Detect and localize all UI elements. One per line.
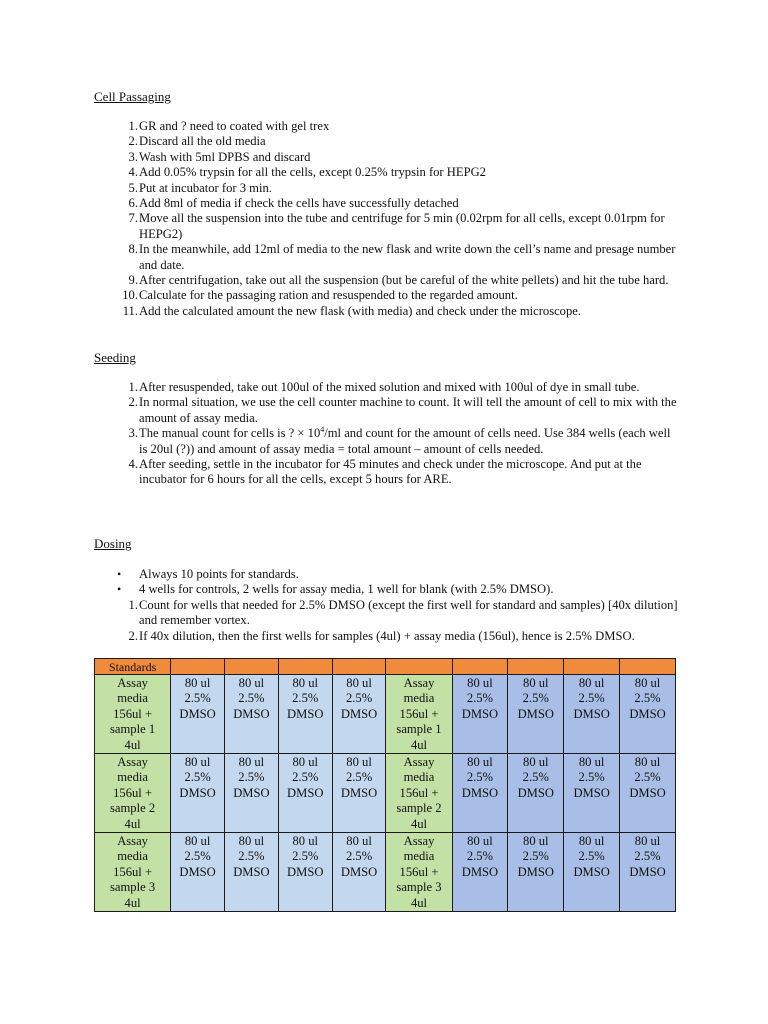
dmso-well-cell: 80 ul 2.5% DMSO: [225, 754, 279, 833]
dmso-well-cell: 80 ul 2.5% DMSO: [171, 754, 225, 833]
bullet-icon: •: [117, 582, 122, 597]
dmso-well-cell: 80 ul 2.5% DMSO: [225, 675, 279, 754]
dmso-well-cell: 80 ul 2.5% DMSO: [564, 833, 620, 912]
list-item: 3. Wash with 5ml DPBS and discard: [128, 149, 311, 164]
table-header-row: [95, 659, 676, 675]
dosing-plate-table: [94, 658, 676, 912]
table-row: [95, 754, 676, 833]
list-item: • 4 wells for controls, 2 wells for assay media, 1 well for blank (with 2.5% DMSO).: [117, 582, 554, 597]
dmso-well-cell: 80 ul 2.5% DMSO: [332, 754, 386, 833]
dmso-well-cell: 80 ul 2.5% DMSO: [452, 675, 508, 754]
list-item: 1. Count for wells that needed for 2.5% DMSO (except the first well for standard and samples) [40x dilution] and remember vortex.: [128, 598, 678, 628]
dmso-well-cell: 80 ul 2.5% DMSO: [508, 675, 564, 754]
dmso-well-cell: 80 ul 2.5% DMSO: [278, 754, 332, 833]
seeding-heading: Seeding: [94, 350, 136, 365]
dmso-well-cell: 80 ul 2.5% DMSO: [620, 675, 676, 754]
dosing-heading: Dosing: [94, 536, 132, 551]
list-item: 11. Add the calculated amount the new flask (with media) and check under the microscope.: [122, 303, 582, 318]
cell-passaging-heading: Cell Passaging: [94, 89, 171, 104]
table-row: [95, 833, 676, 912]
dmso-well-cell: 80 ul 2.5% DMSO: [452, 833, 508, 912]
dosing-steps: [94, 598, 680, 644]
list-item: 2. Discard all the old media: [128, 134, 266, 149]
seeding-steps: [94, 380, 680, 488]
sample-well-cell: Assay media 156ul + sample 3 4ul: [95, 833, 171, 912]
list-item: 1. GR and ? need to coated with gel trex: [128, 119, 330, 133]
list-item: 10. Calculate for the passaging ration and resuspended to the regarded amount.: [122, 288, 518, 303]
dmso-well-cell: 80 ul 2.5% DMSO: [278, 675, 332, 754]
list-item: • Always 10 points for standards.: [117, 567, 299, 581]
dmso-well-cell: 80 ul 2.5% DMSO: [225, 833, 279, 912]
sample-well-cell: Assay media 156ul + sample 2 4ul: [386, 754, 452, 833]
dmso-well-cell: 80 ul 2.5% DMSO: [171, 675, 225, 754]
list-item: 7. Move all the suspension into the tube and centrifuge for 5 min (0.02rpm for all cells, except 0.01rpm for HEPG2): [128, 211, 665, 241]
cell-passaging-steps: [94, 119, 680, 319]
list-item: 1. After resuspended, take out 100ul of the mixed solution and mixed with 100ul of dye in small tube.: [128, 380, 640, 394]
dosing-bullets: [94, 567, 680, 598]
list-item: 6. Add 8ml of media if check the cells have successfully detached: [128, 196, 459, 211]
list-item: 4. After seeding, settle in the incubator for 45 minutes and check under the microscope. And put at the incubator for 6 hours for all the cells, except 5 hours for ARE.: [128, 457, 642, 487]
sample-well-cell: Assay media 156ul + sample 2 4ul: [95, 754, 171, 833]
sample-well-cell: Assay media 156ul + sample 1 4ul: [95, 675, 171, 754]
standards-header-cell: Standards: [95, 659, 171, 675]
dmso-well-cell: 80 ul 2.5% DMSO: [332, 833, 386, 912]
list-item: 2. In normal situation, we use the cell counter machine to count. It will tell the amount of cell to mix with the amount of assay media.: [128, 395, 677, 425]
list-item: 3. The manual count for cells is ? × $10^4/ml$ and count for the amount of cells need. Use 384 wells (each well is 20ul (?)) and amount of assay media = total amount – amount of cells needed.: [128, 425, 671, 456]
dmso-well-cell: 80 ul 2.5% DMSO: [620, 754, 676, 833]
dmso-well-cell: 80 ul 2.5% DMSO: [564, 754, 620, 833]
list-item: 4. Add 0.05% trypsin for all the cells, except 0.25% trypsin for HEPG2: [128, 165, 486, 180]
sample-well-cell: Assay media 156ul + sample 3 4ul: [386, 833, 452, 912]
dmso-well-cell: 80 ul 2.5% DMSO: [564, 675, 620, 754]
table-row: [95, 675, 676, 754]
sample-well-cell: Assay media 156ul + sample 1 4ul: [386, 675, 452, 754]
dmso-well-cell: 80 ul 2.5% DMSO: [508, 833, 564, 912]
bullet-icon: •: [117, 567, 122, 581]
list-item: 8. In the meanwhile, add 12ml of media to the new flask and write down the cell’s name and presage number and date.: [128, 242, 676, 272]
list-item: 5. Put at incubator for 3 min.: [128, 180, 272, 195]
list-item: 9. After centrifugation, take out all the suspension (but be careful of the white pellets) and hit the tube hard.: [128, 273, 669, 288]
dmso-well-cell: 80 ul 2.5% DMSO: [508, 754, 564, 833]
dmso-well-cell: 80 ul 2.5% DMSO: [620, 833, 676, 912]
dmso-well-cell: 80 ul 2.5% DMSO: [278, 833, 332, 912]
dmso-well-cell: 80 ul 2.5% DMSO: [332, 675, 386, 754]
dmso-well-cell: 80 ul 2.5% DMSO: [452, 754, 508, 833]
dmso-well-cell: 80 ul 2.5% DMSO: [171, 833, 225, 912]
list-item: 2. If 40x dilution, then the first wells for samples (4ul) + assay media (156ul), hence is 2.5% DMSO.: [128, 628, 635, 643]
